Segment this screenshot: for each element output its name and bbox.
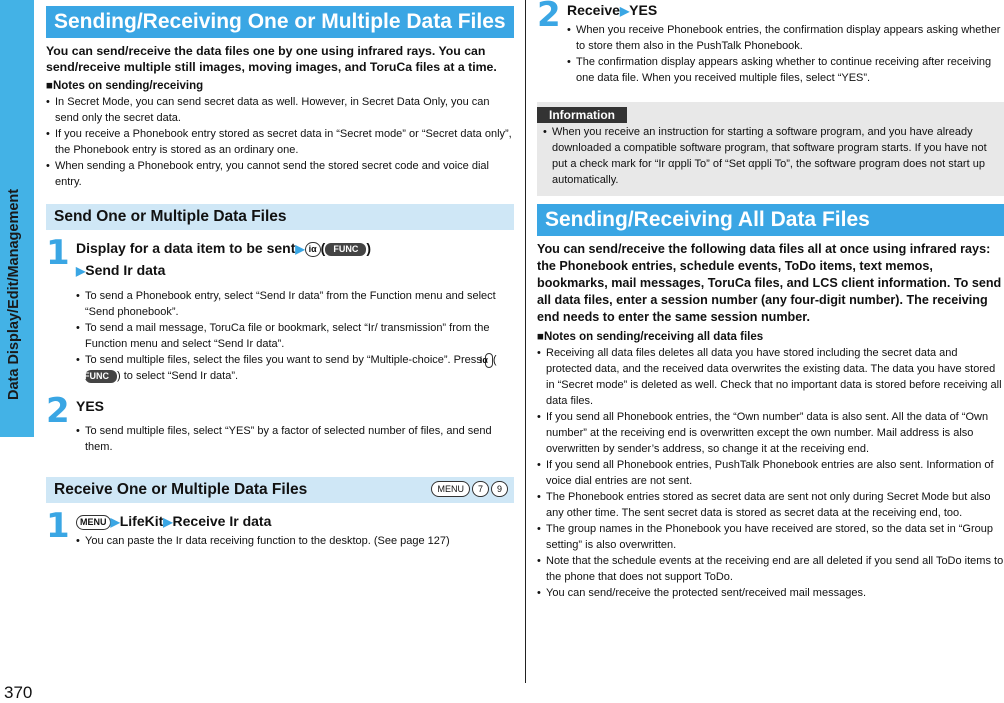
bullet-icon: • [537,555,541,567]
step-number: 2 [537,0,561,35]
note-item: • When sending a Phonebook entry, you cannot send the stored secret code and voice dial entry. [46,160,489,188]
bullet-icon: • [537,523,541,535]
note-item: • If you receive a Phonebook entry stored as secret data in “Secret mode” or “Secret data only”, the Phonebook entry is stored as an ordinary one. [46,128,512,156]
bullet-icon: • [46,160,50,172]
note-item: • If you send all Phonebook entries, PushTalk Phonebook entries are also sent. Information of voice dial entries are not sent. [537,459,994,487]
step-number: 1 [46,506,70,546]
note-item: • In Secret Mode, you can send secret data as well. However, in Secret Data Only, you can send only the secret data. [46,96,490,124]
bullet-icon: • [76,322,80,334]
step-number: 1 [46,233,70,273]
bullet-icon: • [537,459,541,471]
func-key-icon: FUNC [325,243,366,256]
send-step-2 [46,391,514,455]
key-7-icon: 7 [472,481,489,497]
arrow-right-icon: ▶ [76,264,86,278]
shortcut-keys [431,481,508,497]
step-number: 2 [46,391,70,431]
step-text: Display for a data item to be sent [76,240,296,256]
func-key-icon: FUNC [85,370,117,383]
i-alpha-key-icon: iα [305,242,321,257]
side-tab-label: Data Display/Edit/Management [6,188,22,400]
bullet-icon: • [76,290,80,302]
information-box [537,102,1004,196]
step-bullet: • To send a mail message, ToruCa file or bookmark, select “Ir/ transmission” from the Function menu and select “Send Ir data”. [76,322,490,350]
menu-key-icon: MENU [76,515,111,530]
bullet-icon: • [537,587,541,599]
step-bullet: • To send multiple files, select “YES” by a factor of selected number of files, and send them. [76,425,492,453]
note-item: • Note that the schedule events at the receiving end are all deleted if you send all ToDo items to the phone that does not support ToDo. [537,555,1004,583]
arrow-right-icon: ▶ [619,4,630,18]
section-title-one-or-multiple: Sending/Receiving One or Multiple Data Files [46,6,514,38]
bullet-icon: • [46,128,50,140]
bullet-icon: • [537,411,541,423]
receive-step-2 [537,0,1004,86]
step-text: YES [629,2,658,18]
notes-title: ■Notes on sending/receiving [46,80,204,92]
note-item: • The Phonebook entries stored as secret data are sent not only during Secret Mode but also any other time. The sent secret data is stored as secret data at the receiving end, too. [537,491,991,519]
receive-step-1 [46,506,514,549]
step-text: Send Ir data [85,262,166,278]
arrow-right-icon: ▶ [110,515,120,529]
step-bullet: • To send multiple files, select the files you want to send by “Multiple-choice”. Press iα (FUNC ) to select “Send Ir data”. [76,354,497,382]
bullet-icon: • [76,535,80,547]
arrow-right-icon: ▶ [295,242,305,256]
step-bullet: • You can paste the Ir data receiving function to the desktop. (See page 127) [76,535,450,547]
info-bullet: • When you receive an instruction for starting a software program, and you have already downloaded a compatible software program, that software program starts. If you have not put a check mark for “Ir αppli To” of “Set αppli To”, the software program does not start up automatically. [543,126,987,186]
right-column [537,0,1004,601]
i-alpha-key-icon: iα [485,353,493,368]
subsection-title-send: Send One or Multiple Data Files [46,204,514,230]
bullet-icon: • [567,56,571,68]
information-label: Information [537,107,627,123]
bullet-icon: • [76,354,80,366]
bullet-icon: • [537,491,541,503]
subsection-title-receive: Receive One or Multiple Data Files MENU 7 9 [46,477,514,503]
step-bullet: • When you receive Phonebook entries, the confirmation display appears asking whether to store them also in the PushTalk Phonebook. [567,24,1001,52]
key-9-icon: 9 [491,481,508,497]
notes-title: ■Notes on sending/receiving all data files [537,331,764,343]
left-column [46,6,514,549]
step-bullet: • The confirmation display appears asking whether to continue receiving after receiving one data file. When you received multiple files, select “YES”. [567,56,992,84]
note-item: • If you send all Phonebook entries, the “Own number” data is also sent. All the data of “Own number” at the receiving end is overwritten except the own number. Mail address is also overwritten by sender’s address, so change it at the receiving end. [537,411,989,455]
note-item: • The group names in the Phonebook you have received are stored, so the data set in “Group setting” is also overwritten. [537,523,993,551]
section-title-all-data: Sending/Receiving All Data Files [537,204,1004,236]
bullet-icon: • [46,96,50,108]
bullet-icon: • [543,126,547,138]
note-item: • Receiving all data files deletes all data you have stored including the secret data and protected data, and the received data overwrites the existing data. The data you have stored in “Secret mode” is deleted as well. Check that no important data is stored before receiving all data files. [537,347,1002,407]
step-text: LifeKit [119,513,164,529]
bullet-icon: • [76,425,80,437]
step-text: YES [76,398,105,414]
step-text: Receive [567,2,620,18]
step-bullet: • To send a Phonebook entry, select “Send Ir data” from the Function menu and select “Send phonebook”. [76,290,496,318]
send-step-1: 1 Display for a data item to be sent▶ iα ( FUNC ) ▶Send Ir data • To send a Phonebook entry, select “Send Ir data” from the Function menu and select “Send phonebook”. • To send a mail message, ToruCa file or bookmark, select “Ir/ transmission” from the Function menu and select “Send Ir data”. • To send multiple files, select the files you want to send by “Multiple-choice”. Press iα (FUNC ) to select “Send Ir data”. [46,238,514,384]
bullet-icon: • [537,347,541,359]
arrow-right-icon: ▶ [163,515,173,529]
page-number: 370 [4,683,33,702]
note-item: • You can send/receive the protected sent/received mail messages. [537,587,866,599]
menu-key-icon: MENU [431,481,470,497]
section-intro: You can send/receive the following data files all at once using infrared rays: the Phonebook entries, schedule events, ToDo items, text memos, bookmarks, mail messages, ToruCa files, and LCS client information. To send all data files, enter a session number (any four-digit number). The receiving end needs to enter the same session number. [537,242,1002,324]
bullet-icon: • [567,24,571,36]
section-intro: You can send/receive the data files one by one using infrared rays. You can send/receive multiple still images, moving images, and ToruCa files at a time. [46,44,497,74]
column-divider [525,0,526,683]
step-text: Receive Ir data [172,513,272,529]
